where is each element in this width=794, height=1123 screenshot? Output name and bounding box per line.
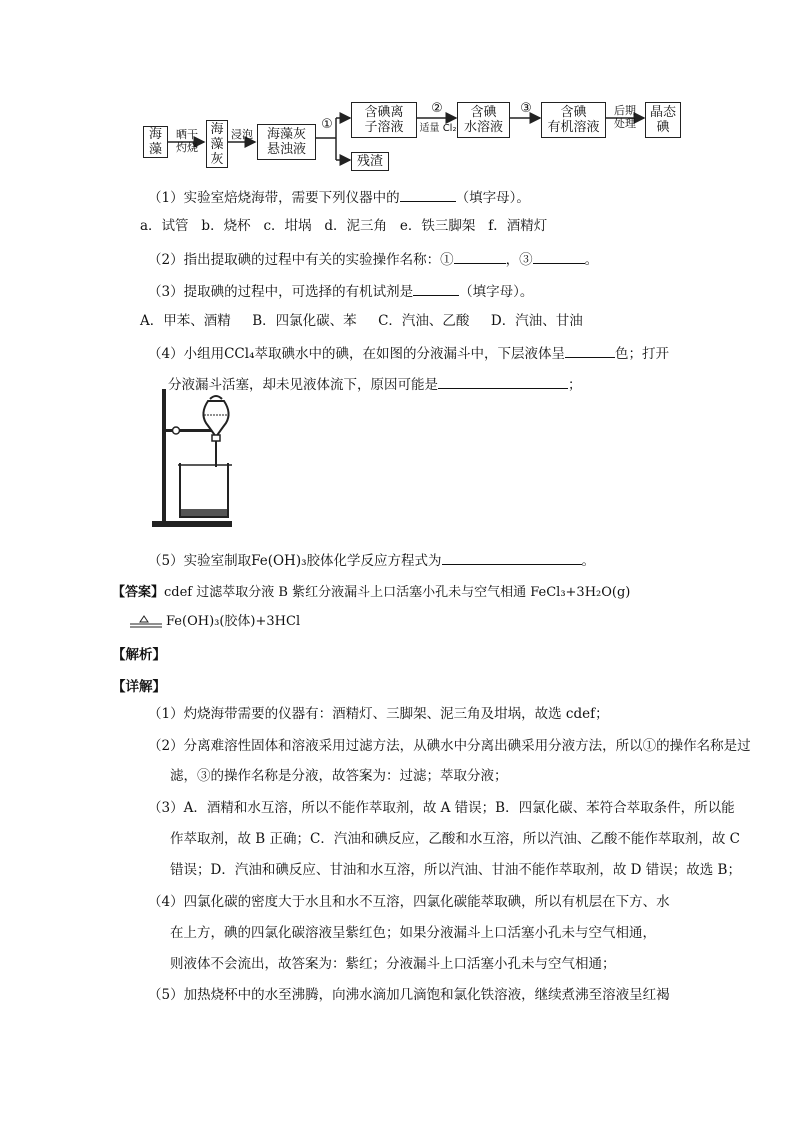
node-crystal-iodine: 晶态 碘 <box>645 102 681 138</box>
question-3-suffix: （填字母）。 <box>459 284 534 300</box>
node-iodine-water: 含碘 水溶液 <box>457 102 510 138</box>
node-seaweed: 海 藻 <box>143 126 168 158</box>
answer-line-2 <box>128 612 300 632</box>
detail-3-line-3: 错误；D．汽油和碘反应、甘油和水互溶，所以汽油、甘油不能作萃取剂，故 D 错误；故选 B； <box>170 862 741 878</box>
question-1-text: （1）实验室焙烧海带，需要下列仪器中的 <box>148 190 400 206</box>
question-5-suffix: 。 <box>581 553 595 569</box>
question-5 <box>148 549 595 571</box>
step-post-process: 后期 处理 <box>614 104 636 130</box>
question-2-suffix: 。 <box>584 252 599 268</box>
question-4-line-1 <box>148 342 669 364</box>
node-residue: 残渣 <box>351 152 389 171</box>
node-iodine-organic: 含碘 有机溶液 <box>541 102 606 138</box>
question-1-options: a．试管 b．烧杯 c．坩埚 d．泥三角 e．铁三脚架 f．酒精灯 <box>140 218 548 234</box>
question-3-options: A．甲苯、酒精 B．四氯化碳、苯 C．汽油、乙酸 D．汽油、甘油 <box>140 313 583 329</box>
detail-2-line-1: （2）分离难溶性固体和溶液采用过滤方法，从碘水中分离出碘采用分液方法，所以①的操作名称是过 <box>148 738 751 754</box>
question-4-text-suffix: 色；打开 <box>614 346 669 362</box>
question-2-mid: ，③ <box>505 252 533 268</box>
detail-4-line-1: （4）四氯化碳的密度大于水且和水不互溶，四氯化碳能萃取碘，所以有机层在下方、水 <box>148 894 670 910</box>
node-iodide-solution: 含碘离 子溶液 <box>351 102 417 138</box>
analysis-label: 【解析】 <box>112 647 166 663</box>
question-4-text: （4）小组用CCl₄萃取碘水中的碘，在如图的分液漏斗中，下层液体呈 <box>148 346 565 362</box>
answer-blank-1 <box>400 186 456 202</box>
question-1-suffix: （填字母）。 <box>455 190 530 206</box>
answer-blank-2b <box>533 248 585 264</box>
node-ash-suspension: 海藻灰 悬浊液 <box>257 124 316 160</box>
answer-text-2: Fe(OH)₃(胶体)+3HCl <box>166 614 301 629</box>
step-soak: 浸泡 <box>231 128 253 141</box>
step-dry-burn: 晒干 灼烧 <box>176 128 198 154</box>
answer-line-1 <box>112 583 630 603</box>
question-2-text: （2）指出提取碘的过程中有关的实验操作名称：① <box>148 252 454 268</box>
detail-2-line-2: 滤，③的操作名称是分液，故答案为：过滤；萃取分液； <box>170 768 508 784</box>
question-2 <box>148 248 598 270</box>
step-3: ③ <box>520 101 532 116</box>
answer-blank-3 <box>413 280 459 296</box>
detail-3-line-2: 作萃取剂，故 B 正确；C．汽油和碘反应，乙酸和水互溶，所以汽油、乙酸不能作萃取剂，故 C <box>170 831 740 847</box>
detail-4-line-3: 则液体不会流出，故答案为：紫红；分液漏斗上口活塞小孔未与空气相通； <box>170 956 616 972</box>
detail-5: （5）加热烧杯中的水至沸腾，向沸水滴加几滴饱和氯化铁溶液，继续煮沸至溶液呈红褐 <box>148 987 670 1003</box>
step-2-reagent: 适量 Cl₂ <box>419 123 457 134</box>
step-1: ① <box>321 117 333 132</box>
answer-blank-4b <box>438 373 568 389</box>
question-3-text: （3）提取碘的过程中，可选择的有机试剂是 <box>148 284 414 300</box>
detail-1: （1）灼烧海带需要的仪器有：酒精灯、三脚架、泥三角及坩埚，故选 cdef； <box>148 706 609 722</box>
question-4-suffix-2: ； <box>568 377 582 393</box>
answer-blank-4a <box>565 342 615 358</box>
answer-blank-5 <box>442 549 582 565</box>
question-1 <box>148 186 530 208</box>
answer-text: cdef 过滤萃取分液 B 紫红分液漏斗上口活塞小孔未与空气相通 FeCl₃+3H₂O(g) <box>164 585 631 600</box>
extraction-flowchart <box>140 96 700 176</box>
answer-blank-2a <box>454 248 506 264</box>
question-5-text: （5）实验室制取Fe(OH)₃胶体化学反应方程式为 <box>148 553 442 569</box>
heat-arrow-icon <box>128 614 166 630</box>
funnel-drawing <box>150 385 250 530</box>
step-2: ② <box>431 101 443 116</box>
question-3 <box>148 280 533 302</box>
detail-4-line-2: 在上方，碘的四氯化碳溶液呈紫红色；如果分液漏斗上口活塞小孔未与空气相通， <box>170 925 656 941</box>
separatory-funnel-apparatus <box>150 385 250 530</box>
detail-label: 【详解】 <box>112 679 166 695</box>
detail-3-line-1: （3）A．酒精和水互溶，所以不能作萃取剂，故 A 错误；B．四氯化碳、苯符合萃取条件，所以能 <box>148 800 735 816</box>
node-seaweed-ash: 海 藻 灰 <box>206 120 228 168</box>
question-4-text-2: 分液漏斗活塞，却未见液体流下，原因可能是 <box>168 377 438 393</box>
answer-label: 【答案】 <box>112 585 165 600</box>
